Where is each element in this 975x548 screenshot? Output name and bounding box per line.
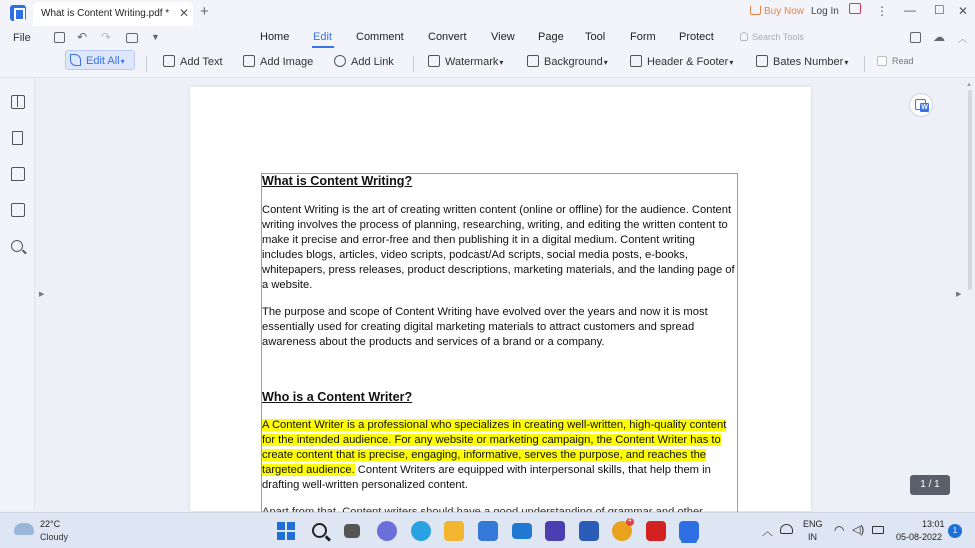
convert-to-word-icon[interactable] (909, 93, 933, 117)
add-image-label: Add Image (260, 56, 314, 68)
windows-taskbar (0, 512, 975, 548)
link-icon (334, 55, 346, 67)
text-box-icon (163, 55, 175, 67)
chevron-down-icon: ▾ (603, 58, 608, 67)
read-label: Read (892, 56, 914, 66)
weather-description: Cloudy (40, 532, 69, 542)
tab-home[interactable]: Home (260, 31, 290, 43)
badge-count: 4 (628, 518, 632, 524)
tab-convert[interactable]: Convert (428, 31, 467, 43)
toolbar-divider (146, 56, 147, 72)
acrobat-icon[interactable] (646, 521, 666, 541)
notification-icon[interactable] (849, 3, 861, 14)
collapse-ribbon-icon[interactable]: ︿ (958, 34, 968, 44)
toolbar-divider (413, 56, 414, 72)
toolbar-divider (864, 56, 865, 72)
bates-number-icon (756, 55, 768, 67)
cloud-weather-icon[interactable] (14, 523, 34, 535)
onedrive-icon[interactable] (780, 524, 793, 534)
header-footer-button[interactable] (630, 52, 733, 72)
file-explorer-icon[interactable] (444, 521, 464, 541)
file-menu[interactable]: File (13, 32, 31, 44)
edit-all-button[interactable] (65, 50, 135, 70)
pencil-icon (70, 54, 81, 66)
heading-who-is-content-writer[interactable]: Who is a Content Writer? (262, 390, 413, 404)
close-tab-icon[interactable]: ✕ (179, 6, 190, 20)
add-text-button[interactable] (163, 52, 223, 72)
active-tab-indicator (312, 46, 334, 48)
background-icon (527, 55, 539, 67)
buy-now-button[interactable] (750, 6, 804, 17)
task-view-icon[interactable] (344, 524, 360, 538)
left-sidebar (0, 79, 35, 511)
maximize-icon[interactable]: ☐ (934, 3, 945, 17)
document-tab[interactable] (33, 2, 193, 26)
share-icon[interactable] (910, 32, 921, 43)
watermark-label: Watermark (445, 56, 499, 68)
chevron-down-icon: ▾ (499, 58, 504, 67)
lightbulb-icon (740, 32, 748, 41)
background-button[interactable] (527, 52, 608, 72)
bookmark-icon[interactable] (12, 131, 23, 145)
search-tools-field[interactable] (740, 32, 804, 42)
show-hidden-icons[interactable]: ︿ (762, 526, 773, 538)
microsoft-store-icon[interactable] (478, 521, 498, 541)
bates-number-label: Bates Number (773, 56, 844, 68)
tab-edit[interactable]: Edit (313, 31, 332, 43)
chrome-profile-badge (626, 518, 634, 526)
cart-icon (750, 6, 761, 15)
wifi-icon[interactable]: ◠ (834, 523, 845, 537)
image-icon (243, 55, 255, 67)
notification-count-badge[interactable]: 1 (948, 524, 962, 538)
new-tab-icon[interactable]: + (200, 3, 209, 20)
paragraph-content-writer-rest: Content Writers are equipped with interpersonal skills, that help them in drafting well-written personalized content. (262, 464, 711, 491)
title-bar (0, 0, 975, 26)
attachment-icon[interactable] (11, 203, 25, 217)
background-label: Background (544, 56, 603, 68)
battery-icon[interactable] (872, 526, 884, 534)
paragraph-purpose[interactable]: The purpose and scope of Content Writing have evolved over the years and now it is most essentially used for creating digital marketing materials to attract customers and spread awareness about the products and services of a brand or a company. (262, 306, 708, 348)
expand-sidebar-icon[interactable]: ▶ (39, 291, 45, 298)
print-icon[interactable] (126, 33, 138, 43)
minimize-icon[interactable]: — (904, 3, 916, 17)
header-footer-label: Header & Footer (647, 56, 729, 68)
close-window-icon[interactable]: ✕ (958, 4, 969, 18)
tab-form[interactable]: Form (630, 31, 656, 43)
cloud-upload-icon[interactable]: ☁ (933, 30, 945, 44)
read-checkbox[interactable] (877, 56, 887, 66)
vertical-scrollbar[interactable] (968, 90, 972, 290)
pdf-page (190, 87, 811, 511)
taskbar-search-icon[interactable] (312, 523, 327, 538)
add-image-button[interactable] (243, 52, 313, 72)
clock-date[interactable]: 05-08-2022 (896, 532, 943, 542)
windows-start-icon[interactable] (276, 521, 296, 541)
design-app-icon[interactable] (545, 521, 565, 541)
paragraph-definition[interactable]: Content Writing is the art of creating written content (online or offline) for the audience. Content writing involves the process of planning, researching, writing, and editing the written content to make it precise and error-free and then publishing it in a digital medium. Content writing includes blogs, articles, video scripts, podcast/Ad scripts, social media posts, e-books, whitepapers, press releases, product descriptions, marketing materials, and the landing page of a website. (262, 204, 735, 291)
redo-icon[interactable]: ↷ (101, 30, 112, 44)
paragraph-content-writer[interactable] (262, 418, 738, 493)
highlighted-text[interactable]: A Content Writer is a professional who specializes in creating well-written, high-quality content for the intended audience. For any website or marketing campaign, the Content Writer has to create content that is precise, engaging, informative, serves the purpose, and reaches the targeted audience. (262, 419, 727, 476)
mail-icon[interactable] (512, 523, 532, 539)
tab-comment[interactable]: Comment (356, 31, 404, 43)
log-in-button[interactable]: Log In (811, 6, 839, 17)
menu-bar (0, 26, 975, 50)
chevron-down-icon: ▾ (729, 58, 734, 67)
thumbnails-icon[interactable] (11, 95, 25, 109)
tab-protect[interactable]: Protect (679, 31, 714, 43)
tab-view[interactable]: View (491, 31, 515, 43)
add-link-button[interactable] (334, 52, 394, 72)
tab-page[interactable]: Page (538, 31, 564, 43)
volume-icon[interactable]: ◁) (852, 524, 865, 536)
heading-what-is-content-writing[interactable]: What is Content Writing? (262, 174, 413, 188)
document-tab-title: What is Content Writing.pdf * (41, 8, 170, 19)
header-footer-icon (630, 55, 642, 67)
add-link-label: Add Link (351, 56, 394, 68)
word-icon[interactable] (579, 521, 599, 541)
document-content (262, 173, 738, 513)
edge-browser-icon[interactable] (411, 521, 431, 541)
scroll-up-icon[interactable]: ▲ (966, 82, 972, 88)
region-indicator: IN (808, 532, 817, 542)
search-tools-label: Search Tools (752, 32, 804, 42)
pdfelement-taskbar-icon[interactable] (679, 521, 699, 541)
language-indicator[interactable]: ENG (803, 519, 823, 529)
watermark-icon (428, 55, 440, 67)
undo-icon[interactable]: ↶ (77, 30, 88, 44)
clock-time[interactable]: 13:01 (922, 519, 945, 529)
more-options-icon[interactable]: ⋮ (876, 4, 888, 18)
add-text-label: Add Text (180, 56, 223, 68)
chevron-down-icon: ▾ (120, 57, 125, 66)
comment-icon[interactable] (11, 167, 25, 181)
bates-number-button[interactable] (756, 52, 848, 72)
temperature: 22°C (40, 519, 61, 529)
tab-tool[interactable]: Tool (585, 31, 606, 43)
save-icon[interactable] (54, 32, 65, 43)
search-icon[interactable] (11, 240, 23, 252)
edit-all-label: Edit All (86, 55, 120, 67)
chevron-down-icon: ▾ (844, 58, 849, 67)
page-indicator: 1 / 1 (910, 475, 950, 495)
expand-right-panel-icon[interactable]: ▶ (956, 291, 962, 298)
chat-icon[interactable] (377, 521, 397, 541)
watermark-button[interactable] (428, 52, 503, 72)
pdfelement-logo-icon (10, 5, 26, 21)
customize-toolbar-icon[interactable]: ▼ (151, 32, 160, 42)
buy-now-label: Buy Now (764, 6, 805, 17)
